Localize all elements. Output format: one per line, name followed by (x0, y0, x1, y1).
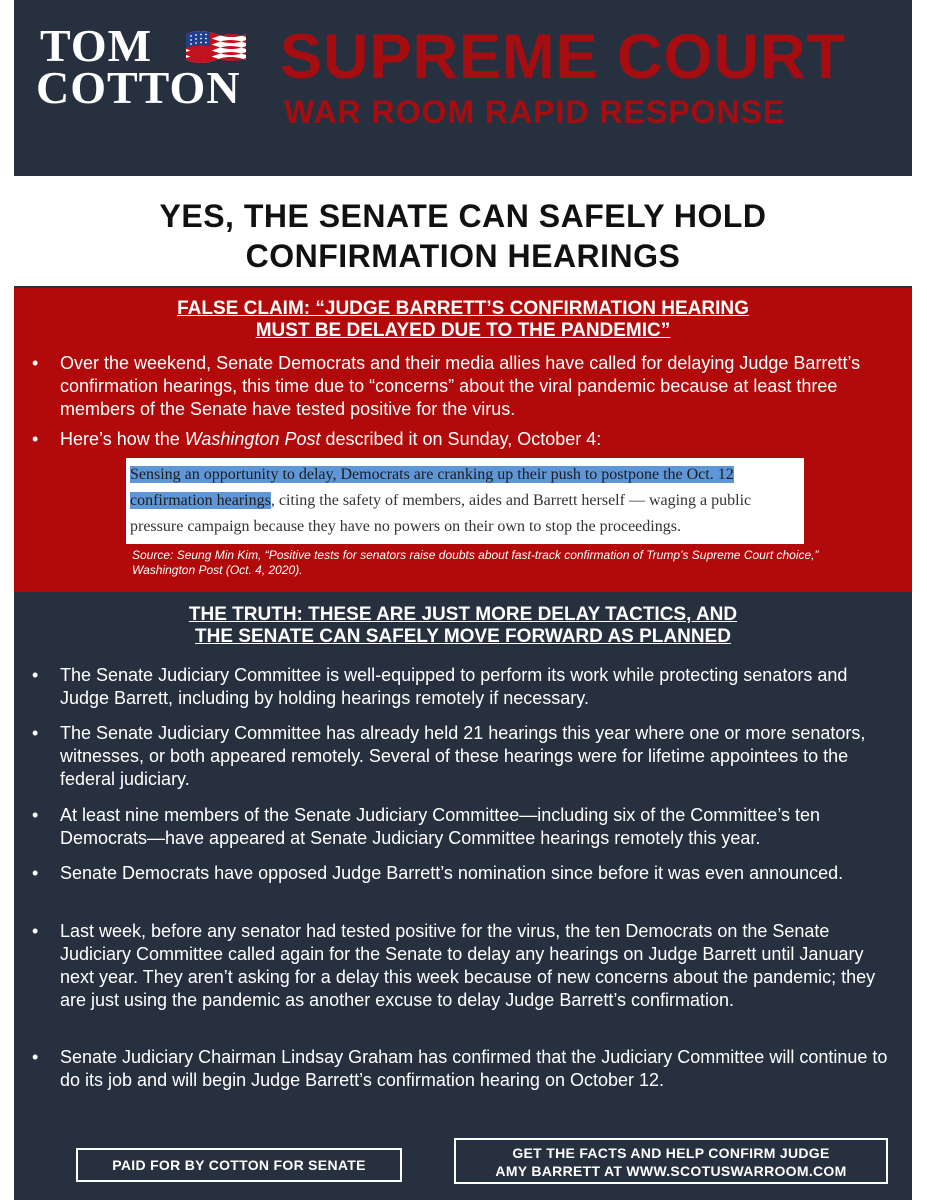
news-quote (126, 458, 804, 544)
bullet-text (60, 428, 890, 451)
bullet-dot: • (32, 1047, 39, 1067)
publication-name: Washington Post (184, 429, 321, 449)
bullet-dot: • (32, 921, 39, 941)
headline (14, 196, 912, 276)
headline-line-2: CONFIRMATION HEARINGS (245, 238, 681, 274)
flyer (14, 0, 912, 1200)
quote-source: Source: Seung Min Kim, “Positive tests for senators raise doubts about fast-track confirmation of Trump’s Supreme Court choice,” Washington Post (Oct. 4, 2020). (132, 548, 819, 577)
bullet-text: Senate Democrats have opposed Judge Barrett’s nomination since before it was even announced. (60, 863, 844, 883)
headline-line-1: YES, THE SENATE CAN SAFELY HOLD (159, 198, 767, 234)
quote-text (130, 462, 802, 540)
bullet-text: The Senate Judiciary Committee has already held 21 hearings this year where one or more senators, witnesses, or both appeared remotely. Several of these hearings were for lifetime appointees to the federal judiciary. (60, 723, 866, 789)
bullet-text: Over the weekend, Senate Democrats and their media allies have called for delaying Judge Barrett’s confirmation hearings, this time due to “concerns” about the viral pandemic because at least three members of the Senate have tested positive for the virus. (60, 353, 861, 419)
truth-title-line-2: THE SENATE CAN SAFELY MOVE FORWARD AS PLANNED (195, 626, 731, 647)
cta-line-1: GET THE FACTS AND HELP CONFIRM JUDGE (512, 1145, 830, 1161)
banner-subtitle: WAR ROOM RAPID RESPONSE (284, 94, 786, 130)
quote-rest: , citing the safety of members, aides and Barrett herself — waging a public pressure campaign because they have no powers on their own to stop the proceedings. (130, 492, 752, 535)
false-claim-title-line-2: MUST BE DELAYED DUE TO THE PANDEMIC” (255, 320, 671, 341)
bullet-dot: • (32, 429, 39, 449)
call-to-action (454, 1138, 888, 1184)
header (14, 0, 912, 172)
bullet-dot: • (32, 863, 39, 883)
us-flag-icon (184, 28, 248, 64)
bullet-text: The Senate Judiciary Committee is well-equipped to perform its work while protecting senators and Judge Barrett, including by holding hearings remotely if necessary. (60, 665, 848, 708)
paid-for-disclaimer: PAID FOR BY COTTON FOR SENATE (76, 1148, 402, 1182)
truth-title (14, 604, 912, 648)
banner-title: SUPREME COURT (280, 22, 847, 92)
bullet-dot: • (32, 805, 39, 825)
false-claim-title-line-1: FALSE CLAIM: “JUDGE BARRETT’S CONFIRMATION HEARING (177, 298, 749, 319)
false-claim-section (14, 288, 912, 592)
truth-title-line-1: THE TRUTH: THESE ARE JUST MORE DELAY TACTICS, AND (188, 604, 738, 625)
bullet-text: Senate Judiciary Chairman Lindsay Graham has confirmed that the Judiciary Committee will continue to do its job and will begin Judge Barrett’s confirmation hearing on October 12. (60, 1047, 888, 1090)
cta-line-2: AMY BARRETT AT WWW.SCOTUSWARROOM.COM (495, 1163, 847, 1179)
false-claim-title (14, 298, 912, 342)
bullet-dot: • (32, 665, 39, 685)
headline-box (14, 176, 912, 286)
logo-last-name: COTTON (36, 62, 241, 113)
bullet-text: Last week, before any senator had tested positive for the virus, the ten Democrats on the Senate Judiciary Committee called again for the Senate to delay any hearings on Judge Barrett until January next year. They aren’t asking for a delay this week because of new concerns about the pandemic; they are just using the pandemic as another excuse to delay Judge Barrett’s confirmation. (60, 921, 876, 1010)
logo-first-name: TOM (40, 20, 153, 71)
quote-highlight: Sensing an opportunity to delay, Democrats are cranking up their push to postpone the Oct. 12 confirmation hearings (130, 466, 734, 509)
bullet-text-tail: described it on Sunday, October 4: (320, 429, 602, 449)
bullet-dot: • (32, 723, 39, 743)
bullet-dot: • (32, 353, 39, 373)
bullet-text-lead: Here’s how the (60, 429, 185, 449)
bullet-text: At least nine members of the Senate Judiciary Committee—including six of the Committee’s ten Democrats—have appeared at Senate Judiciary Committee hearings remotely this year. (60, 805, 821, 848)
